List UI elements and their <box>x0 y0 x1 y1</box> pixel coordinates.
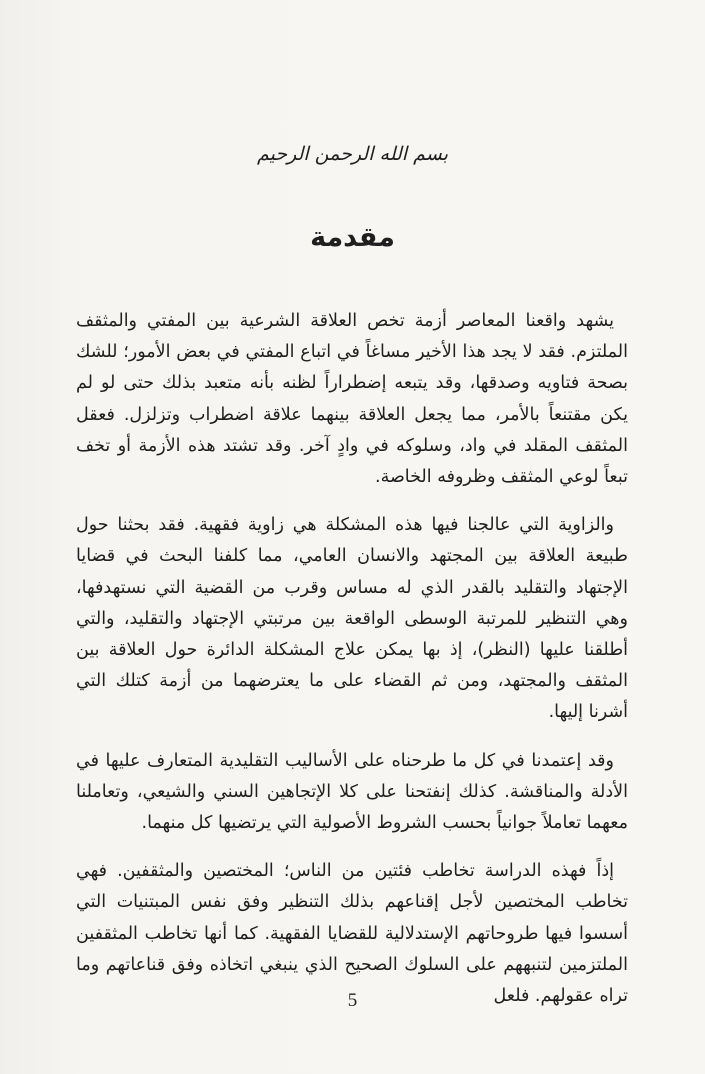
page-number: 5 <box>347 990 358 1011</box>
paragraph: وقد إعتمدنا في كل ما طرحناه على الأساليب التقليدية المتعارف عليها في الأدلة والمناقشة. كذلك إنفتحنا على كلا الإتجاهين السني والشيعي، وتعاملنا معهما تعاملاً جوانياً بحسب الشروط الأصولية التي يرتضيها كل منهما. <box>76 750 628 834</box>
paragraph: إذاً فهذه الدراسة تخاطب فئتين من الناس؛ المختصين والمثقفين. فهي تخاطب المختصين لأجل إقناعهم بذلك التنظير وفق نفس المبتنيات التي أسسوا فيها طروحاتهم الإستدلالية للقضايا الفقهية. كما أنها تخاطب المثقفين الملتزمين لتنبههم على السلوك الصحيح الذي ينبغي اتخاذه وفق قناعاتهم وما تراه عقولهم. فلعل <box>76 861 628 1007</box>
body-text <box>76 306 628 1029</box>
paragraph: والزاوية التي عالجنا فيها هذه المشكلة هي زاوية فقهية. فقد بحثنا حول طبيعة العلاقة بين المجتهد والانسان العامي، مما كلفنا البحث في قضايا الإجتهاد والتقليد بالقدر الذي له مساس وقرب من القضية التي نستهدفها، وهي التنظير للمرتبة الوسطى الواقعة بين مرتبتي الإجتهاد والتقليد، والتي أطلقنا عليها (النظر)، إذ بها يمكن علاج المشكلة الدائرة حول العلاقة بين المثقف والمجتهد، ومن ثم القضاء على ما يعترضهما من أزمة كتلك التي أشرنا إليها. <box>76 515 628 723</box>
bismillah-calligraphy: بسم الله الرحمن الرحيم <box>257 143 448 165</box>
paragraph: يشهد واقعنا المعاصر أزمة تخص العلاقة الشرعية بين المفتي والمثقف الملتزم. فقد لا يجد هذا الأخير مساغاً في اتباع المفتي في بعض الأمور؛ للشك بصحة فتاويه وصدقها، وقد يتبعه إضطراراً لظنه بأنه متعبد بذلك حتى لو لم يكن مقتنعاً بالأمر، مما يجعل العلاقة بينهما علاقة اضطراب وتزلزل. فعقل المثقف المقلد في واد، وسلوكه في وادٍ آخر. وقد تشتد هذه الأزمة أو تخف تبعاً لوعي المثقف وظروفه الخاصة. <box>76 311 628 488</box>
page-title: مقدمة <box>310 222 395 253</box>
